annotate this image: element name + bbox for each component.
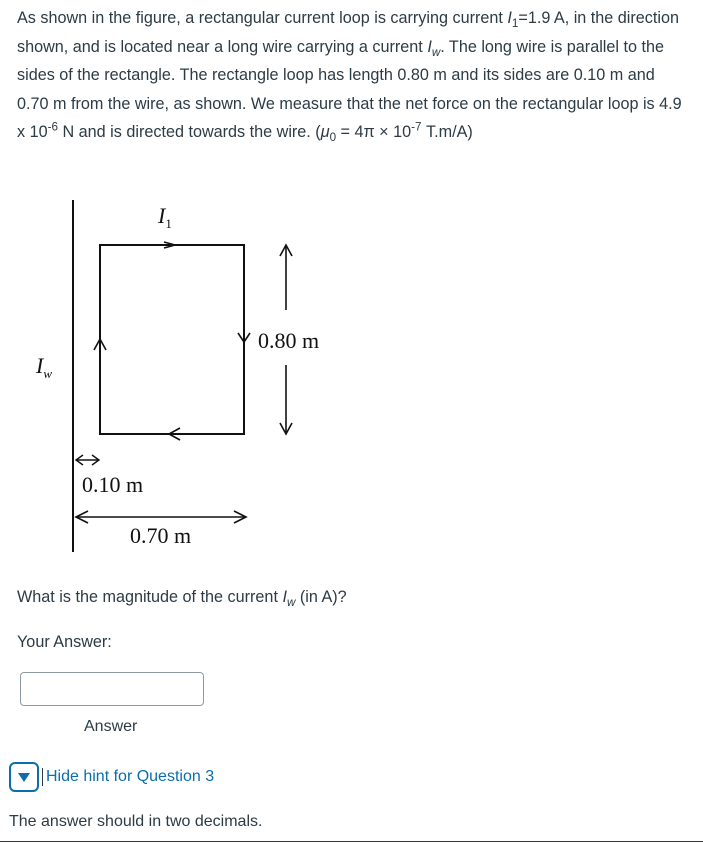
current-i1-symbol: I xyxy=(507,9,512,27)
hide-hint-toggle[interactable] xyxy=(9,762,214,792)
current-i1-subscript: 1 xyxy=(511,17,519,31)
problem-text xyxy=(17,4,683,147)
hint-text: The answer should in two decimals. xyxy=(9,813,263,830)
mu-subscript: 0 xyxy=(329,131,337,145)
label-iw: $I_w$ xyxy=(36,353,52,381)
circuit-figure xyxy=(0,190,400,560)
hide-hint-label: Hide hint for Question 3 xyxy=(42,768,214,786)
answer-field-label: Answer xyxy=(84,718,138,735)
far-distance-label: 0.70 m xyxy=(130,523,192,548)
question-symbol: I xyxy=(282,588,287,606)
question-text xyxy=(17,588,347,610)
answer-input[interactable] xyxy=(20,672,204,706)
problem-text-part: . The long wire is parallel to the sides of the rectangle. The rectangle loop has length 0.80 m and its sides are 0.10 m and 0.70 m from the wire, as shown. We measure that the net force on the rectangular loop is 4.9 x 10 xyxy=(17,37,682,141)
question-subscript: w xyxy=(286,596,296,610)
problem-text-part: N and is directed towards the wire. ( xyxy=(57,123,321,141)
force-exponent: -6 xyxy=(47,120,58,134)
question-suffix: (in A)? xyxy=(295,588,347,606)
problem-text-part: = 4π × 10 xyxy=(336,123,412,141)
current-loop xyxy=(100,245,244,434)
problem-text-part: As shown in the figure, a rectangular current loop is carrying current xyxy=(17,9,508,27)
problem-text-part: =1.9 A, in the direction shown, and is located near a long wire carrying a current xyxy=(17,9,679,56)
near-distance-label: 0.10 m xyxy=(82,472,144,497)
problem-text-part: T.m/A) xyxy=(421,123,473,141)
label-i1: $I_1$ xyxy=(158,203,172,231)
caret-down-icon xyxy=(9,762,39,792)
mu-symbol: μ xyxy=(320,123,330,141)
length-label: 0.80 m xyxy=(258,328,320,353)
question-prefix: What is the magnitude of the current xyxy=(17,588,283,606)
divider xyxy=(0,841,703,842)
current-iw-subscript: w xyxy=(431,45,441,59)
current-iw-symbol: I xyxy=(427,37,432,56)
your-answer-label: Your Answer: xyxy=(17,633,112,651)
mu-exponent: -7 xyxy=(411,120,422,134)
